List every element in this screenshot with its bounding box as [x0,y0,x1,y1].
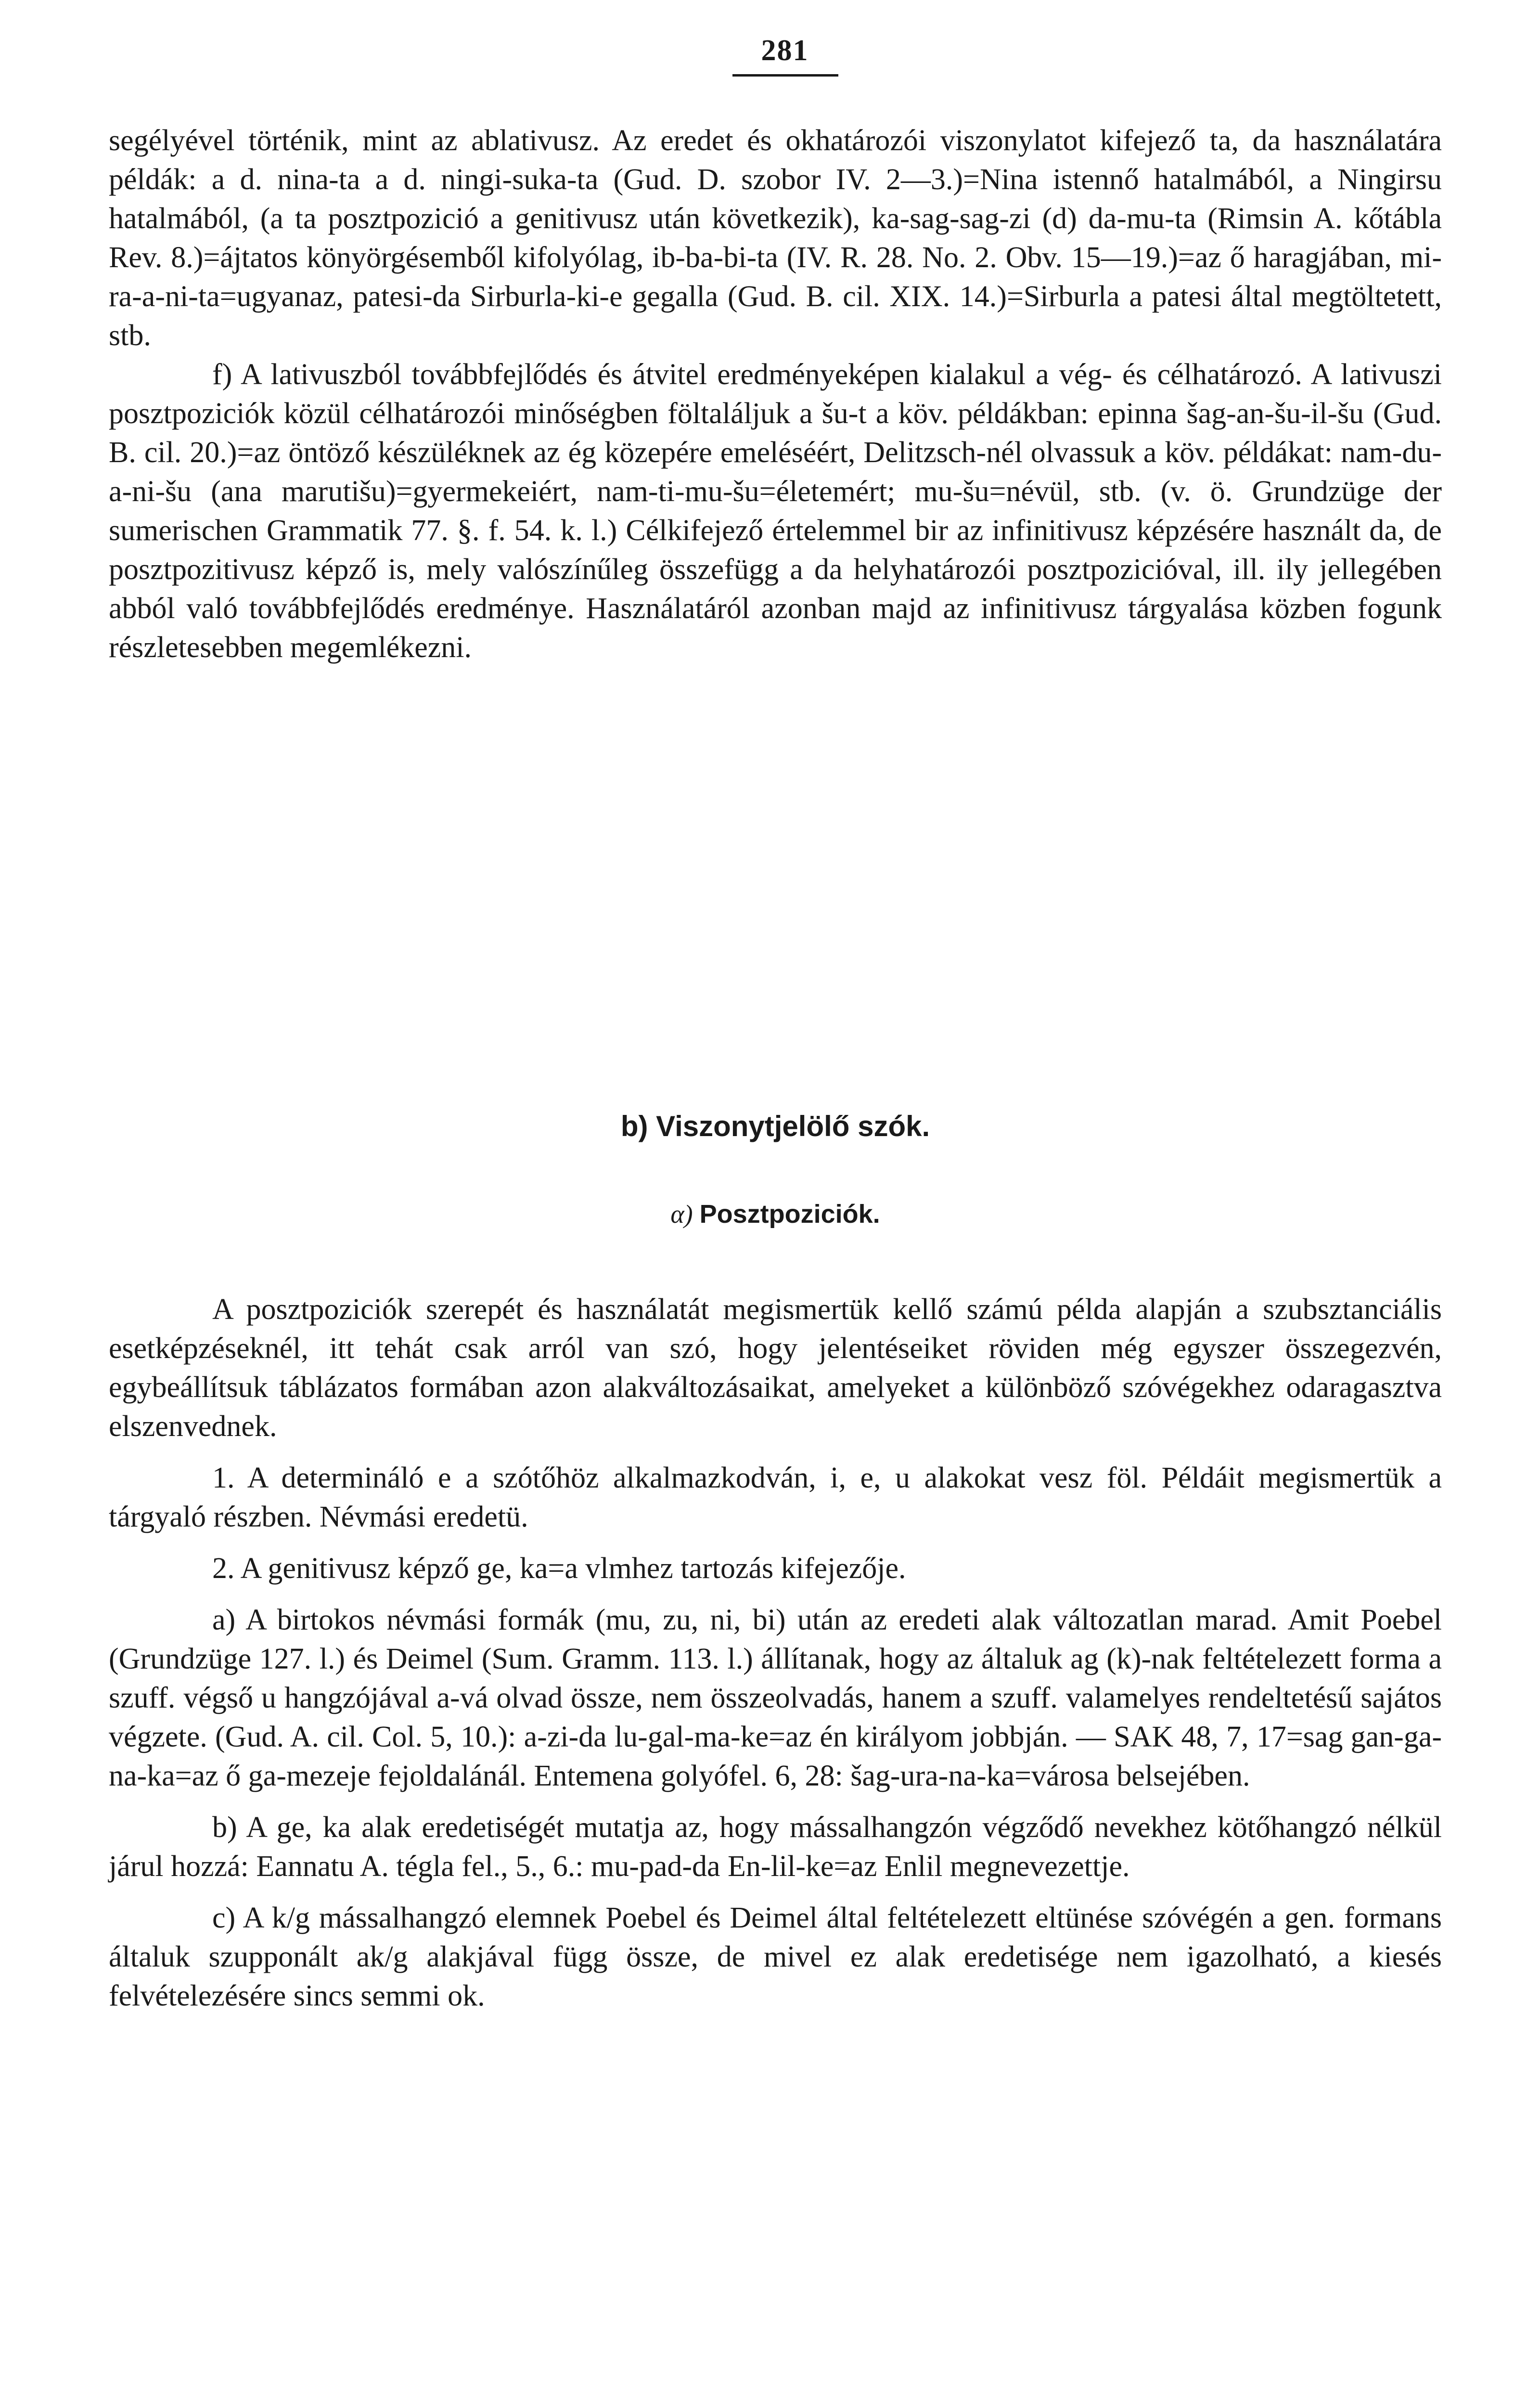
paragraph-2c-kg: c) A k/g mássalhangzó elemnek Poebel és Deimel által feltételezett eltünése szóvégén a gen. formans általuk szupponált ak/g alakjával függ össze, de mivel ez alak eredetisége nem igazolható, a kiesés felvételezésére sincs semmi ok. [109,1902,1442,2012]
subsection-marker: α) [670,1200,693,1229]
section-heading-viszonytjelolo: b) Viszonytjelölő szók. [620,1110,930,1142]
paragraph-2b-ge-ka: b) A ge, ka alak eredetiségét mutatja az, hogy mássalhangzón végződő nevekhez kötőhangzó nélkül járul hozzá: Eannatu A. tégla fel., 5., 6.: mu-pad-da En-lil-ke=az Enlil megnevezettje. [109,1811,1442,1883]
paragraph-f-lativus: f) A lativuszból továbbfejlődés és átvitel eredményeképen kialakul a vég- és célhatározó. A lativuszi posztpoziciók közül célhatározói minőségben föltaláljuk a šu-t a köv. példákban: epinna šag-an-šu-il-šu (Gud. B. cil. 20.)=az öntöző készüléknek az ég közepére emeléséért, Delitzsch-nél olvassuk a köv. példákat: nam-du-a-ni-šu (ana marutišu)=gyermekeiért, nam-ti-mu-šu=életemért; mu-šu=névül, stb. (v. ö. Grundzüge der sumerischen Grammatik 77. §. f. 54. k. l.) Célkifejező értelemmel bir az infinitivusz képzésére használt da, de posztpozitivusz képző is, mely valószínűleg összefügg a da helyhatározói posztpozicióval, ill. ily jellegében abból való továbbfejlődés eredménye. Használatáról azonban majd az infinitivusz tárgyalása közben fogunk részletesebben megemlékezni. [109,358,1442,664]
page-number-rule [732,74,838,77]
subsection-heading-posztpoziciok [109,1201,1442,1227]
text-block-top [109,121,1442,667]
paragraph-2a-birtokos: a) A birtokos névmási formák (mu, zu, ni, bi) után az eredeti alak változatlan marad. Amit Poebel (Grundzüge 127. l.) és Deimel (Sum. Gramm. 113. l.) állítanak, hogy az általuk ag (k)-nak feltételezett forma a szuff. végső u hangzójával a-vá olvad össze, nem összeolvadás, hanem a szuff. valamelyes rendeltetésű sajátos végzete. (Gud. A. cil. Col. 5, 10.): a-zi-da lu-gal-ma-ke=az én királyom jobbján. — SAK 48, 7, 17=sag gan-ga-na-ka=az ő ga-mezeje fejoldalánál. Entemena golyófel. 6, 28: šag-ura-na-ka=városa belsejében. [109,1604,1442,1792]
paragraph-2-genitivusz: 2. A genitivusz képző ge, ka=a vlmhez tartozás kifejezője. [212,1552,906,1585]
text-block-bottom [109,1290,1442,2016]
paragraph-intro: A posztpoziciók szerepét és használatát megismertük kellő számú példa alapján a szubsztanciális esetképzéseknél, itt tehát csak arról van szó, hogy jelentéseiket röviden még egyszer összegezvén, egybeállítsuk táblázatos formában azon alakváltozásaikat, amelyeket a különböző szóvégekhez odaragasztva elszenvednek. [109,1293,1442,1443]
subsection-label: Posztpoziciók. [699,1200,880,1229]
paragraph-1-determinalo: 1. A determináló e a szótőhöz alkalmazkodván, i, e, u alakokat vesz föl. Példáit megismertük a tárgyaló részben. Névmási eredetü. [109,1462,1442,1533]
page-number: 281 [761,34,809,67]
book-page [109,19,1442,2407]
paragraph-ablativus-continuation: segélyével történik, mint az ablativusz. Az eredet és okhatározói viszonylatot kifejező ta, da használatára példák: a d. nina-ta a d. ningi-suka-ta (Gud. D. szobor IV. 2—3.)=Nina istennő hatalmából, a Ningirsu hatalmából, (a ta posztpozició a genitivusz után következik), ka-sag-sag-zi (d) da-mu-ta (Rimsin A. kőtábla Rev. 8.)=ájtatos könyörgésemből kifolyólag, ib-ba-bi-ta (IV. R. 28. No. 2. Obv. 15—19.)=az ő haragjában, mi-ra-a-ni-ta=ugyanaz, patesi-da Sirburla-ki-e gegalla (Gud. B. cil. XIX. 14.)=Sirburla a patesi által megtöltetett, stb. [109,124,1442,352]
